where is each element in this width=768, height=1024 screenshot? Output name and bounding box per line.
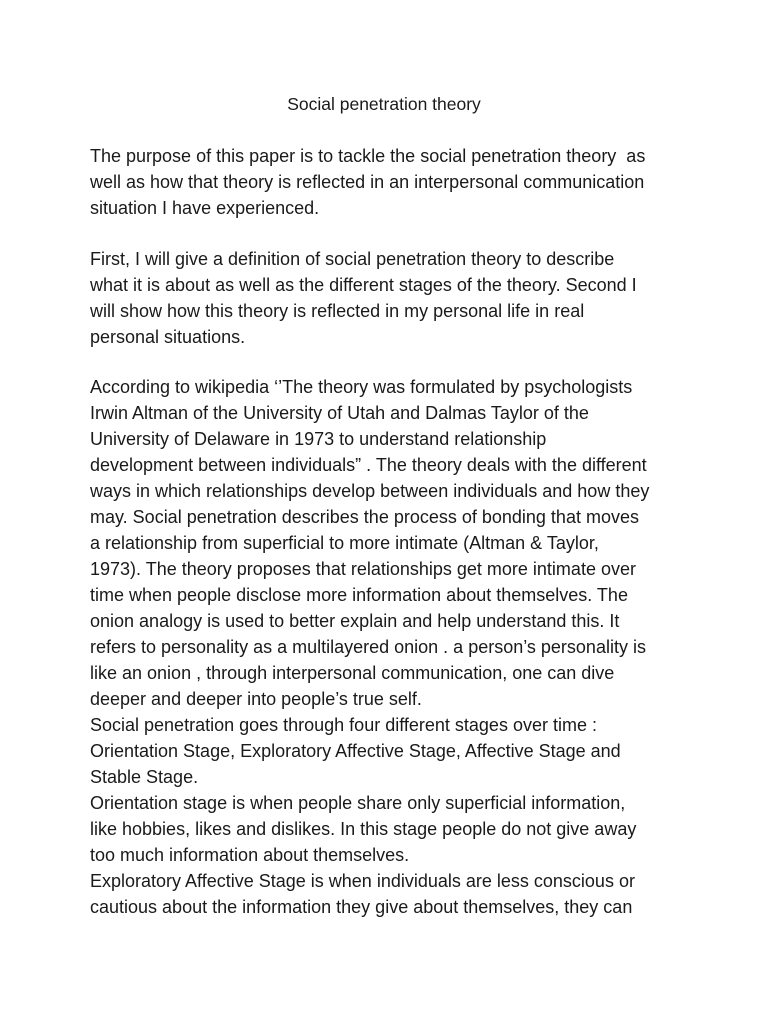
text-line: well as how that theory is reflected in an interpersonal communication — [90, 172, 645, 192]
text-line: time when people disclose more information about themselves. The — [90, 585, 628, 605]
text-line: ways in which relationships develop between individuals and how they — [90, 481, 650, 501]
text-line: According to wikipedia ‘’The theory was formulated by psychologists — [90, 377, 633, 397]
text-line: like an onion , through interpersonal communication, one can dive — [90, 663, 615, 683]
text-line: Exploratory Affective Stage is when individuals are less conscious or — [90, 871, 635, 891]
text-line: First, I will give a definition of social penetration theory to describe — [90, 249, 615, 269]
paragraph-purpose — [90, 143, 690, 221]
text-line: deeper and deeper into people’s true self. — [90, 689, 422, 709]
text-line: Orientation stage is when people share only superficial information, — [90, 793, 626, 813]
text-line: refers to personality as a multilayered onion . a person’s personality is — [90, 637, 646, 657]
text-line: personal situations. — [90, 327, 246, 347]
paragraph-definition — [90, 374, 690, 920]
text-line: Orientation Stage, Exploratory Affective Stage, Affective Stage and — [90, 741, 621, 761]
document-title: Social penetration theory — [287, 94, 481, 114]
text-line: University of Delaware in 1973 to understand relationship — [90, 429, 547, 449]
text-line: onion analogy is used to better explain and help understand this. It — [90, 611, 620, 631]
text-line: Stable Stage. — [90, 767, 199, 787]
paragraph-outline — [90, 246, 690, 350]
text-line: what it is about as well as the different stages of the theory. Second I — [90, 275, 637, 295]
text-line: Irwin Altman of the University of Utah and Dalmas Taylor of the — [90, 403, 589, 423]
text-line: cautious about the information they give about themselves, they can — [90, 897, 633, 917]
text-line: 1973). The theory proposes that relationships get more intimate over — [90, 559, 636, 579]
text-line: Social penetration goes through four different stages over time : — [90, 715, 597, 735]
text-line: like hobbies, likes and dislikes. In this stage people do not give away — [90, 819, 637, 839]
text-line: development between individuals” . The theory deals with the different — [90, 455, 647, 475]
text-line: The purpose of this paper is to tackle the social penetration theory as — [90, 146, 646, 166]
text-line: may. Social penetration describes the process of bonding that moves — [90, 507, 639, 527]
text-line: will show how this theory is reflected in my personal life in real — [90, 301, 585, 321]
text-line: too much information about themselves. — [90, 845, 410, 865]
text-line: situation I have experienced. — [90, 198, 320, 218]
text-line: a relationship from superficial to more intimate (Altman & Taylor, — [90, 533, 599, 553]
